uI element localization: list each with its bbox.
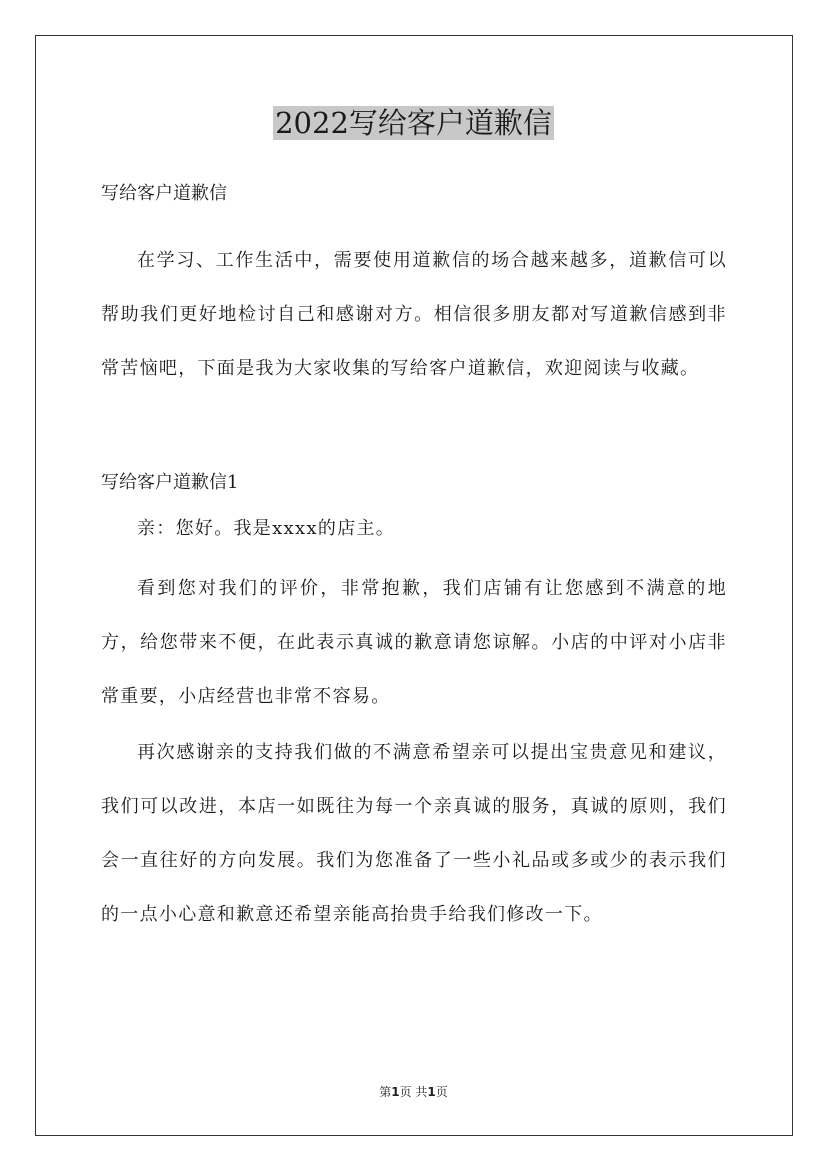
- page-label-suffix: 页: [435, 1085, 448, 1099]
- page-current-number: 1: [391, 1085, 400, 1099]
- letter1-greeting: 亲：您好。我是xxxx的店主。: [137, 518, 396, 539]
- document-title: [0, 103, 827, 143]
- intro-paragraph: 在学习、工作生活中，需要使用道歉信的场合越来越多，道歉信可以帮助我们更好地检讨自己和感谢对方。相信很多朋友都对写道歉信感到非常苦恼吧，下面是我为大家收集的写给客户道歉信，欢迎阅读与收藏。: [101, 250, 727, 379]
- document-title-text: 2022写给客户道歉信: [275, 106, 552, 140]
- letter1-heading: 写给客户道歉信1: [101, 472, 239, 493]
- page-label-mid: 页 共: [399, 1085, 428, 1099]
- document-body: [101, 175, 727, 942]
- intro-heading: 写给客户道歉信: [101, 183, 227, 204]
- page-total-number: 1: [427, 1085, 436, 1099]
- letter1-paragraph: 看到您对我们的评价，非常抱歉，我们店铺有让您感到不满意的地方，给您带来不便，在此表示真诚的歉意请您谅解。小店的中评对小店非常重要，小店经营也非常不容易。: [101, 578, 727, 707]
- letter1-paragraph: 再次感谢亲的支持我们做的不满意希望亲可以提出宝贵意见和建议，我们可以改进，本店一如既往为每一个亲真诚的服务，真诚的原则，我们会一直往好的方向发展。我们为您准备了一些小礼品或多或少的表示我们的一点小心意和歉意还希望亲能高抬贵手给我们修改一下。: [101, 742, 727, 925]
- page-footer: [0, 1084, 827, 1100]
- page-label-prefix: 第: [379, 1085, 392, 1099]
